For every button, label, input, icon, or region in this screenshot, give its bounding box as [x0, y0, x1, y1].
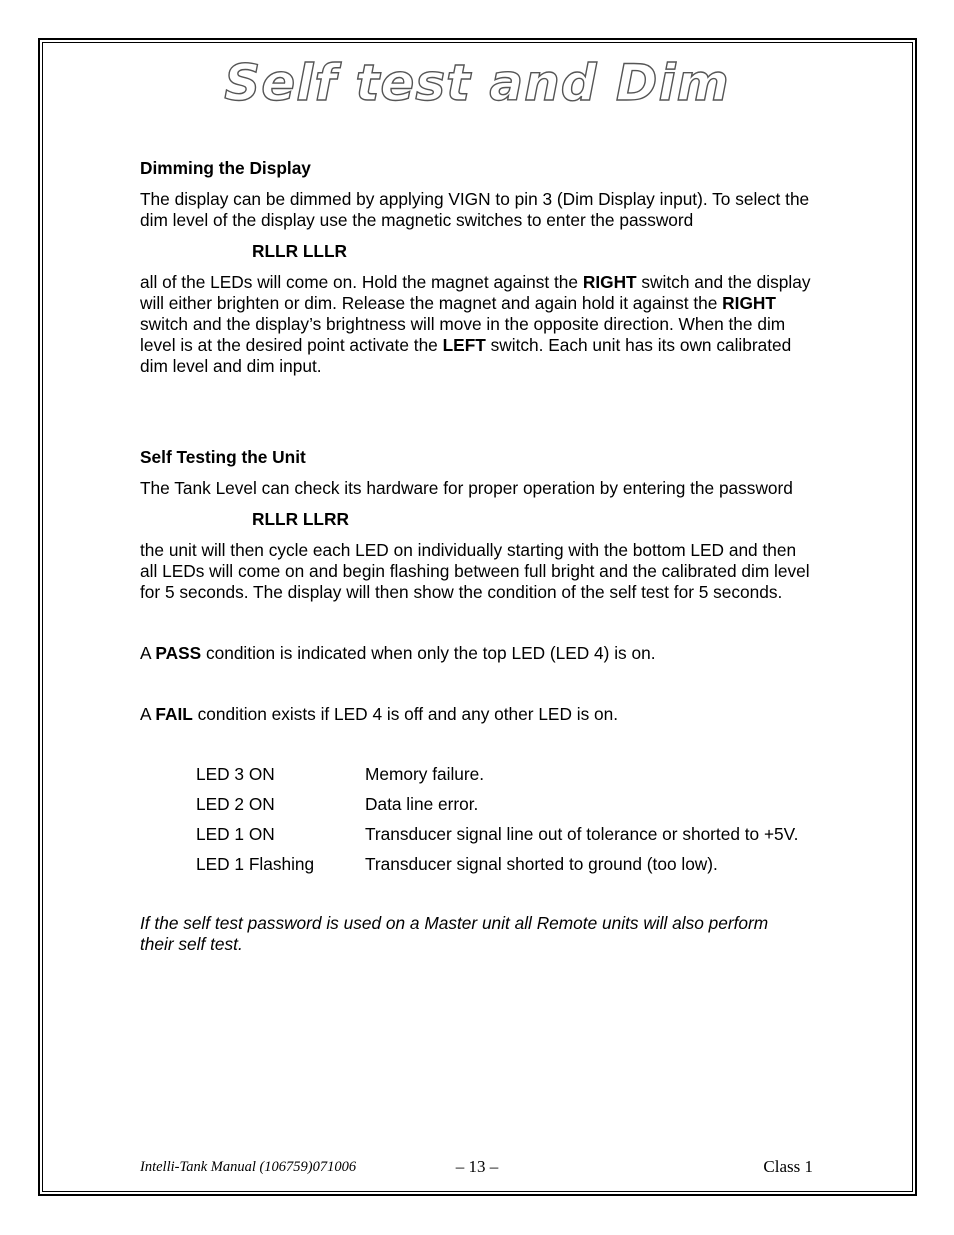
- led-meaning: Transducer signal shorted to ground (too low).: [365, 854, 718, 874]
- fail-condition: A FAIL condition exists if LED 4 is off and any other LED is on.: [140, 704, 619, 724]
- self-test-body: the unit will then cycle each LED on individually starting with the bottom LED and then all LEDs will come on and begin flashing between full bright and the calibrated dim level for 5 seconds. The display will then show the condition of the self test for 5 seconds.: [140, 540, 810, 602]
- dim-intro: The display can be dimmed by applying VIGN to pin 3 (Dim Display input). To select the dim level of the display use the magnetic switches to enter the password: [140, 189, 810, 230]
- led-status-table: [196, 764, 805, 875]
- led-label: LED 1 ON: [196, 824, 275, 844]
- self-test-intro: The Tank Level can check its hardware for proper operation by entering the password: [140, 478, 793, 498]
- pass-condition: A PASS condition is indicated when only the top LED (LED 4) is on.: [140, 643, 656, 663]
- self-test-password: RLLR LLRR: [252, 509, 349, 529]
- led-meaning: Memory failure.: [365, 764, 485, 784]
- led-label: LED 2 ON: [196, 794, 275, 814]
- footer-class: Class 1: [763, 1157, 813, 1176]
- led-status-row: [196, 815, 805, 845]
- dim-body: all of the LEDs will come on. Hold the magnet against the RIGHT switch and the display will either brighten or dim. Release the magnet and again hold it against the RIGHT switch and the display’s brightness will move in the opposite direction. When the dim level is at the desired point activate the LEFT switch. Each unit has its own calibrated dim level and dim input.: [140, 272, 811, 376]
- led-meaning: Data line error.: [365, 794, 479, 814]
- self-test-heading: Self Testing the Unit: [140, 447, 306, 467]
- dim-password: RLLR LLLR: [252, 241, 348, 261]
- footer-page-number: – 13 –: [455, 1157, 499, 1176]
- led-meaning: Transducer signal line out of tolerance or shorted to +5V.: [365, 824, 799, 844]
- led-label: LED 1 Flashing: [196, 854, 315, 874]
- footer-manual-id: Intelli-Tank Manual (106759)071006: [140, 1159, 357, 1175]
- page-content: [140, 158, 820, 955]
- page-title: Self test and Dim: [224, 54, 730, 112]
- led-status-row: [196, 764, 805, 785]
- led-label: LED 3 ON: [196, 764, 275, 784]
- dim-heading: Dimming the Display: [140, 158, 311, 178]
- led-status-row: [196, 845, 805, 875]
- master-unit-note: If the self test password is used on a Master unit all Remote units will also perform their self test.: [140, 913, 769, 954]
- led-status-row: [196, 785, 805, 815]
